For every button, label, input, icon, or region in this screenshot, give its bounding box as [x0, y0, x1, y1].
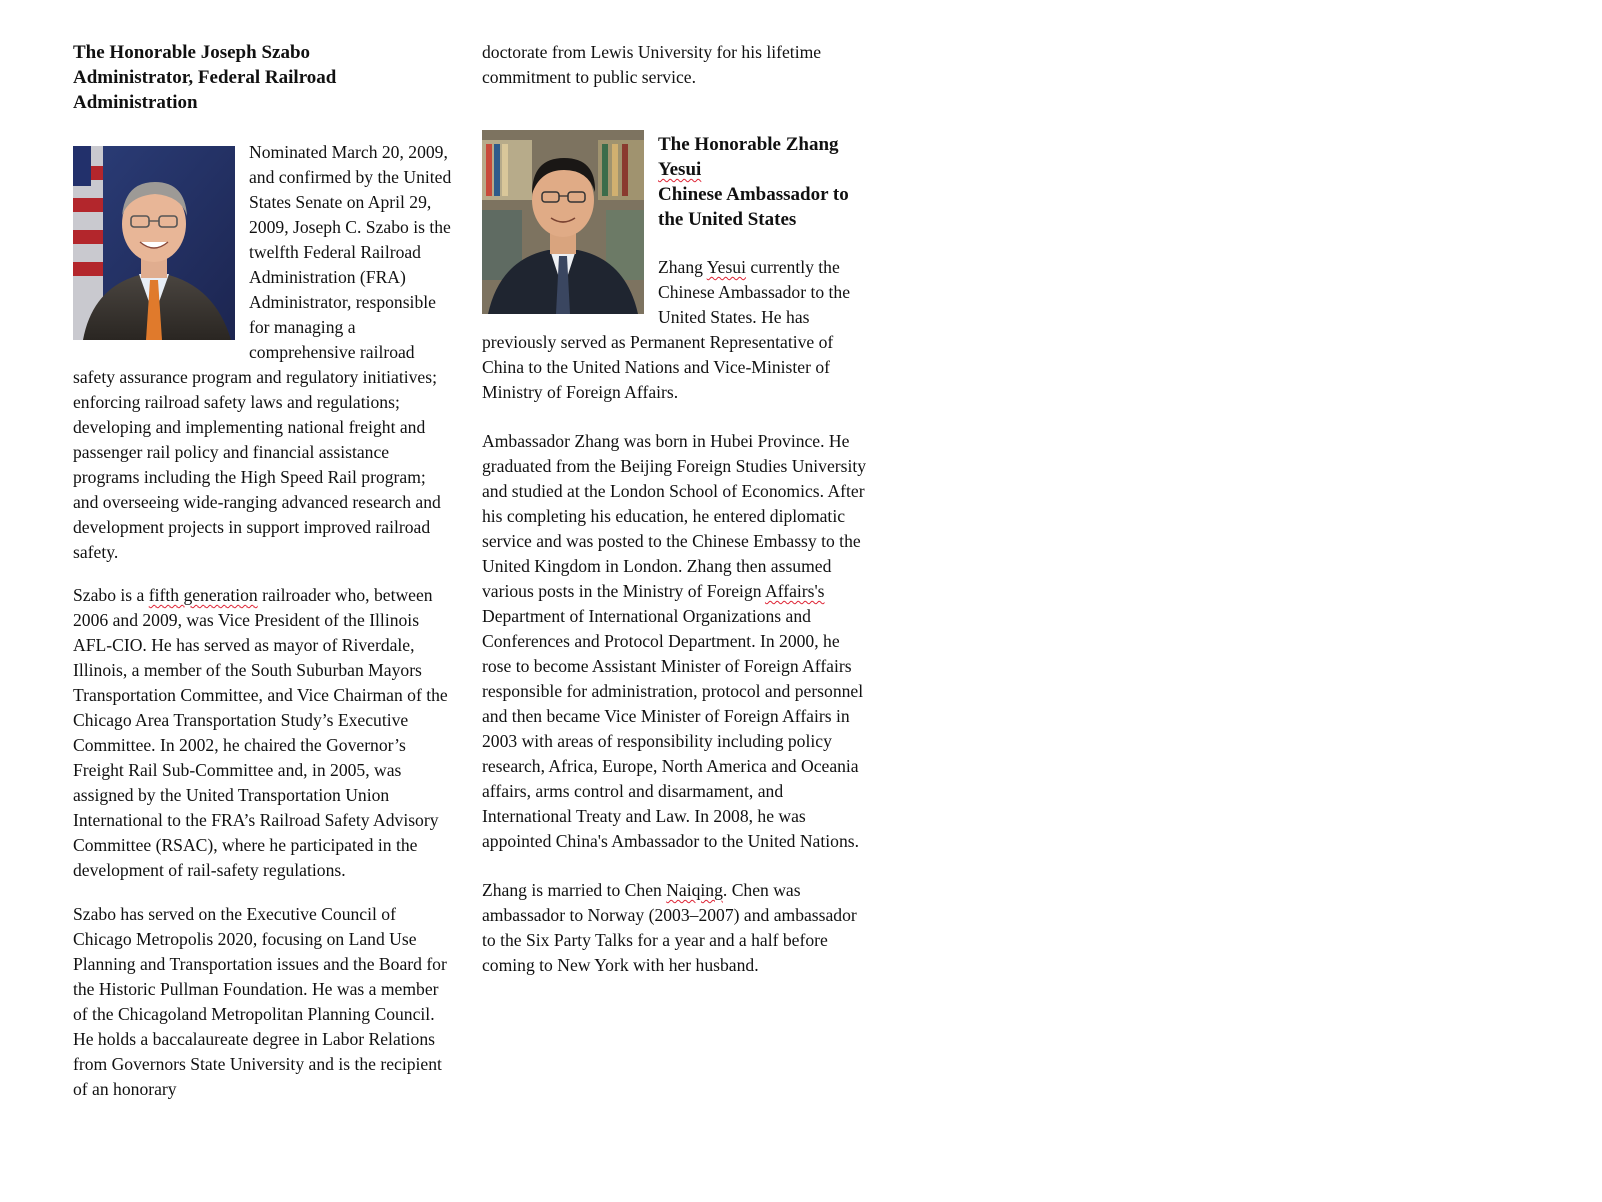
spellcheck-flag[interactable]: Affairs's [764, 581, 825, 601]
spellcheck-flag[interactable]: fifth generation [148, 585, 258, 605]
zhang-paragraph-1: Zhang Yesui currently the Chinese Ambassador to the United States. He has previously served as Permanent Representative of China to the United Nations and Vice-Minister of Ministry of Foreign Affairs. [482, 257, 851, 402]
left-column [73, 40, 453, 1102]
right-column [482, 40, 867, 978]
szabo-name: The Honorable Joseph Szabo [73, 42, 311, 63]
szabo-paragraph-1: Nominated March 20, 2009, and confirmed by the United States Senate on April 29, 2009, Joseph C. Szabo is the twelfth Federal Railroad Administration (FRA) Administrator, responsible for managing a comprehensive railroad safety assurance program and regulatory initiatives; enforcing railroad safety laws and regulations; developing and implementing national freight and passenger rail policy and financial assistance programs including the High Speed Rail program; and overseeing wide-ranging advanced research and development projects in support improved railroad safety. [73, 142, 452, 562]
zhang-title-line2: the United States [658, 209, 797, 230]
szabo-photo [73, 146, 235, 340]
szabo-heading [73, 40, 453, 115]
zhang-paragraph-3: Zhang is married to Chen Naiqing. Chen was ambassador to Norway (2003–2007) and ambassador to the Six Party Talks for a year and a half before coming to New York with her husband. [482, 880, 857, 975]
szabo-paragraph-3: Szabo has served on the Executive Council of Chicago Metropolis 2020, focusing on Land Use Planning and Transportation issues and the Board for the Historic Pullman Foundation. He was a member of the Chicagoland Metropolitan Planning Council. He holds a baccalaureate degree in Labor Relations from Governors State University and is the recipient of an honorary [73, 904, 447, 1099]
zhang-name-line1: The Honorable Zhang [658, 134, 839, 155]
zhang-name-line2[interactable]: Yesui [658, 159, 702, 180]
zhang-photo [482, 130, 644, 314]
spellcheck-flag[interactable]: Yesui [706, 257, 746, 277]
zhang-title-line1: Chinese Ambassador to [658, 184, 849, 205]
szabo-paragraph-2: Szabo is a fifth generation railroader who, between 2006 and 2009, was Vice President of the Illinois AFL-CIO. He has served as mayor of Riverdale, Illinois, a member of the South Suburban Mayors Transportation Committee, and Vice Chairman of the Chicago Area Transportation Study’s Executive Committee. In 2002, he chaired the Governor’s Freight Rail Sub-Committee and, in 2005, was assigned by the United Transportation Union International to the FRA’s Railroad Safety Advisory Committee (RSAC), where he participated in the development of rail-safety regulations. [73, 585, 448, 880]
szabo-title-line2: Administration [73, 92, 198, 113]
szabo-title-line1: Administrator, Federal Railroad [73, 67, 337, 88]
spellcheck-flag[interactable]: Naiqing [666, 880, 723, 900]
szabo-paragraph-3-continued: doctorate from Lewis University for his lifetime commitment to public service. [482, 42, 822, 87]
zhang-paragraph-2: Ambassador Zhang was born in Hubei Province. He graduated from the Beijing Foreign Studies University and studied at the London School of Economics. After his completing his education, he entered diplomatic service and was posted to the Chinese Embassy to the United Kingdom in London. Zhang then assumed various posts in the Ministry of Foreign Affairs's Department of International Organizations and Conferences and Protocol Department. In 2000, he rose to become Assistant Minister of Foreign Affairs responsible for administration, protocol and personnel and then became Vice Minister of Foreign Affairs in 2003 with areas of responsibility including policy research, Africa, Europe, North America and Oceania affairs, arms control and disarmament, and International Treaty and Law. In 2008, he was appointed China's Ambassador to the United Nations. [482, 431, 867, 851]
